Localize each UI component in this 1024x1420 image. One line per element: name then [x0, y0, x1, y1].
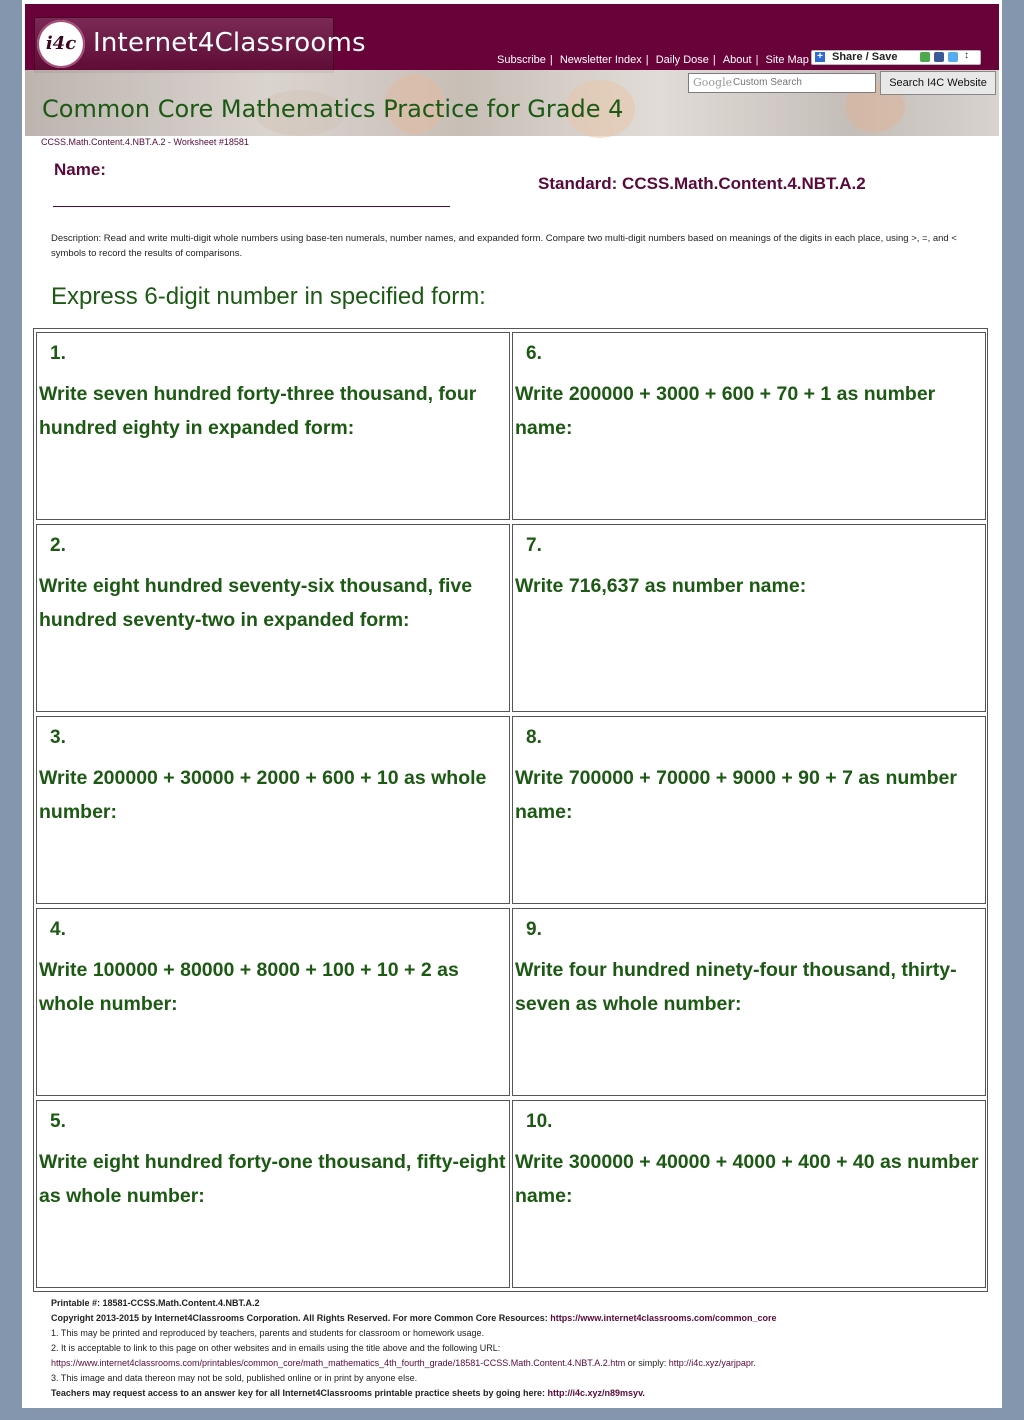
- share-save-button[interactable]: [811, 50, 981, 65]
- question-cell: [512, 716, 986, 904]
- google-logo: Google: [693, 76, 733, 89]
- nav-newsletter-index[interactable]: Newsletter Index: [559, 54, 642, 66]
- question-number: 2.: [50, 535, 66, 556]
- worksheet-page: [22, 0, 1002, 1408]
- question-cell: [512, 524, 986, 712]
- question-cell: [36, 332, 510, 520]
- nav-about[interactable]: About: [722, 54, 752, 66]
- description: Description: Read and write multi-digit whole numbers using base-ten numerals, number names, and expanded form. Compare two multi-digit numbers based on meanings of the digits in each place, using >, =, and < symbols to record the results of comparisons.: [51, 233, 957, 259]
- answer-key-link[interactable]: http://i4c.xyz/n89msyv.: [547, 1388, 645, 1398]
- worksheet-url-link[interactable]: https://www.internet4classrooms.com/printables/common_core/math_mathematics_4th_fourth_grade/18581-CCSS.Math.Content.4.NBT.A.2.htm: [51, 1358, 626, 1368]
- question-number: 6.: [526, 343, 542, 364]
- nav-site-map[interactable]: Site Map: [765, 54, 809, 66]
- i4c-logo-icon: i4c: [37, 20, 85, 68]
- name-label: Name:: [54, 160, 106, 179]
- search-input[interactable]: [733, 74, 871, 90]
- question-number: 5.: [50, 1111, 66, 1132]
- question-text: Write 700000 + 70000 + 9000 + 90 + 7 as number name:: [515, 767, 957, 823]
- question-cell: [512, 908, 986, 1096]
- printable-number: Printable #: 18581-CCSS.Math.Content.4.NBT.A.2: [51, 1298, 260, 1308]
- copyright-line: Copyright 2013-2015 by Internet4Classrooms Corporation. All Rights Reserved. For more Common Core Resources: https://www.internet4classrooms.com/common_core: [51, 1313, 777, 1323]
- question-text: Write 200000 + 30000 + 2000 + 600 + 10 as whole number:: [39, 767, 487, 823]
- question-cell: [36, 1100, 510, 1288]
- footer-url-line: https://www.internet4classrooms.com/printables/common_core/math_mathematics_4th_fourth_grade/18581-CCSS.Math.Content.4.NBT.A.2.htm or simply: http://i4c.xyz/yarjpapr.: [51, 1358, 756, 1368]
- question-text: Write seven hundred forty-three thousand, four hundred eighty in expanded form:: [39, 383, 477, 439]
- more-options-icon: ↕: [964, 50, 969, 61]
- footer-note-3: 3. This image and data thereon may not be sold, published online or in print by anyone else.: [51, 1373, 418, 1383]
- top-nav: Subscribe | Newsletter Index | Daily Dose | About | Site Map: [497, 54, 809, 66]
- question-text: Write 200000 + 3000 + 600 + 70 + 1 as number name:: [515, 383, 936, 439]
- question-cell: [36, 908, 510, 1096]
- twitter-icon: [948, 52, 958, 62]
- question-number: 4.: [50, 919, 66, 940]
- facebook-icon: [934, 52, 944, 62]
- question-number: 1.: [50, 343, 66, 364]
- question-number: 3.: [50, 727, 66, 748]
- question-text: Write 716,637 as number name:: [515, 575, 807, 597]
- site-header: [25, 4, 999, 70]
- nav-subscribe[interactable]: Subscribe: [497, 54, 546, 66]
- section-heading: Express 6-digit number in specified form:: [51, 283, 486, 310]
- footer-note-1: 1. This may be printed and reproduced by teachers, parents and students for classroom or homework usage.: [51, 1328, 485, 1338]
- common-core-link[interactable]: https://www.internet4classrooms.com/common_core: [550, 1313, 777, 1323]
- question-number: 10.: [526, 1111, 553, 1132]
- site-logo[interactable]: [34, 17, 366, 73]
- question-text: Write 300000 + 40000 + 4000 + 400 + 40 as number name:: [515, 1151, 979, 1207]
- question-grid: [33, 328, 988, 1292]
- footer: [51, 1296, 991, 1401]
- share-label: Share / Save: [832, 51, 898, 63]
- question-text: Write eight hundred forty-one thousand, fifty-eight as whole number:: [39, 1151, 506, 1207]
- short-url-link[interactable]: http://i4c.xyz/yarjpapr.: [668, 1358, 756, 1368]
- question-text: Write eight hundred seventy-six thousand, five hundred seventy-two in expanded form:: [39, 575, 473, 631]
- plus-icon: +: [815, 52, 825, 62]
- question-number: 8.: [526, 727, 542, 748]
- question-number: 9.: [526, 919, 542, 940]
- question-cell: [36, 716, 510, 904]
- answer-key-line: Teachers may request access to an answer key for all Internet4Classrooms printable practice sheets by going here: http://i4c.xyz/n89msyv.: [51, 1388, 645, 1398]
- search-field[interactable]: [688, 73, 876, 93]
- email-share-icon: [920, 52, 930, 62]
- question-text: Write four hundred ninety-four thousand, thirty-seven as whole number:: [515, 959, 957, 1015]
- standard-label: Standard: CCSS.Math.Content.4.NBT.A.2: [538, 174, 866, 193]
- footer-note-2: 2. It is acceptable to link to this page on other websites and in emails using the title above and the following URL:: [51, 1343, 501, 1353]
- question-cell: [512, 332, 986, 520]
- question-cell: [36, 524, 510, 712]
- question-number: 7.: [526, 535, 542, 556]
- page-title: Common Core Mathematics Practice for Grade 4: [42, 95, 624, 123]
- nav-daily-dose[interactable]: Daily Dose: [655, 54, 709, 66]
- question-cell: [512, 1100, 986, 1288]
- logo-text: Internet4Classrooms: [93, 28, 366, 58]
- breadcrumb: CCSS.Math.Content.4.NBT.A.2 - Worksheet #18581: [41, 137, 249, 147]
- question-text: Write 100000 + 80000 + 8000 + 100 + 10 + 2 as whole number:: [39, 959, 459, 1015]
- name-blank-line: [53, 206, 450, 207]
- search-button[interactable]: Search I4C Website: [880, 71, 996, 95]
